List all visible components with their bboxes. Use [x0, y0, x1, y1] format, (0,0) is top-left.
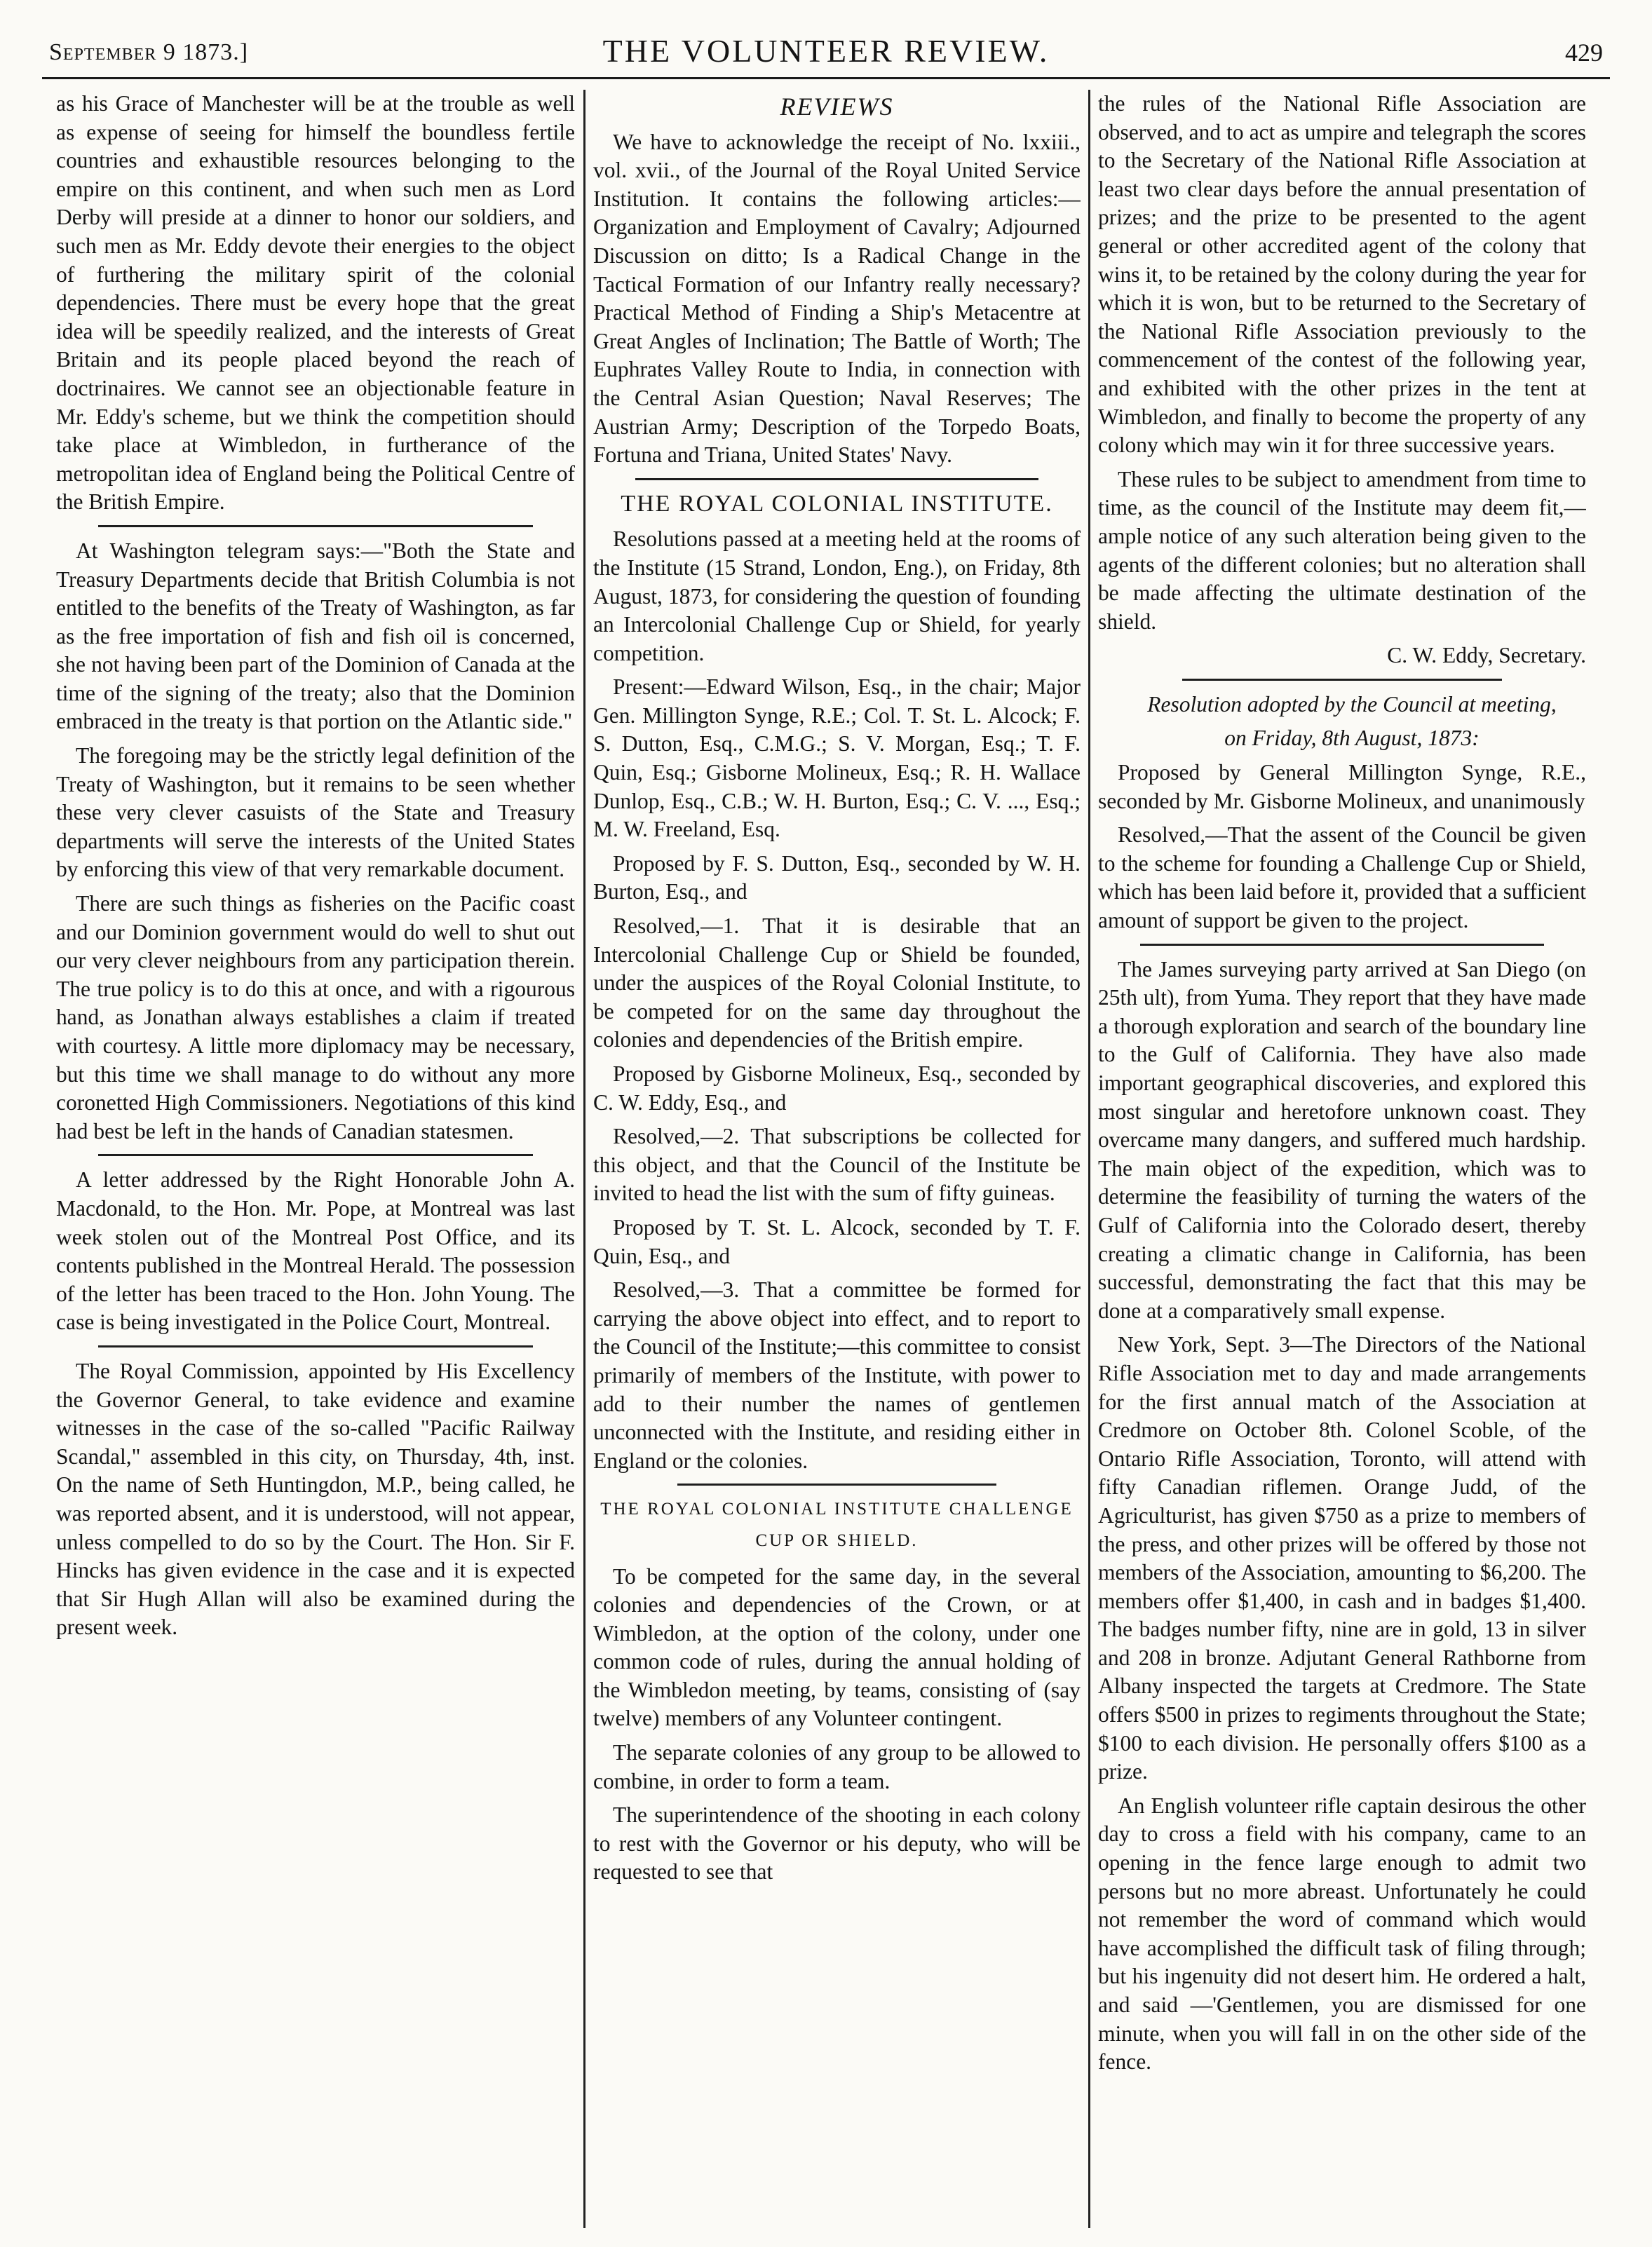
- section-heading-challenge: THE ROYAL COLONIAL INSTITUTE CHALLENGE: [600, 1500, 1074, 1519]
- section-divider: [98, 1345, 533, 1347]
- article-paragraph: Proposed by General Millington Synge, R.E., seconded by Mr. Gisborne Molineux, and unanimously: [1098, 760, 1586, 813]
- section-divider: [98, 525, 533, 527]
- article-paragraph: An English volunteer rifle captain desirous the other day to cross a field with his company, came to an opening in the fence large enough to admit two persons but no more abreast. Unfortunately he could not remember the word of command which would have accomplished the difficult task of filing through; but his ingenuity did not desert him. He ordered a halt, and said —'Gentlemen, you are dismissed for one minute, when you will fall in on the other side of the fence.: [1098, 1793, 1586, 2075]
- article-paragraph: Resolved,—2. That subscriptions be collected for this object, and that the Council of the Institute be invited to head the list with the sum of fifty guineas.: [593, 1124, 1081, 1206]
- article-paragraph: The separate colonies of any group to be allowed to combine, in order to form a team.: [593, 1740, 1081, 1793]
- article-paragraph: Proposed by T. St. L. Alcock, seconded by T. F. Quin, Esq., and: [593, 1214, 1081, 1268]
- page-number: 429: [1565, 39, 1603, 67]
- column-2: [593, 90, 1081, 2228]
- column-3: [1098, 90, 1586, 2228]
- article-paragraph: Present:—Edward Wilson, Esq., in the chair; Major Gen. Millington Synge, R.E.; Col. T. St. L. Alcock; F. S. Dutton, Esq., C.M.G.; S. V. Morgan, Esq.; T. F. Quin, Esq.; Gisborne Molineux, Esq.; R. H. Wallace Dunlop, Esq., C.B.; W. H. Burton, Esq.; C. V. ..., Esq.; M. W. Freeland, Esq.: [593, 674, 1081, 842]
- section-divider: [1182, 679, 1502, 681]
- column-divider: [583, 90, 585, 2228]
- article-paragraph: There are such things as fisheries on the Pacific coast and our Dominion government would do well to shut out our very clever neighbours from any participation therein. The true policy is to do this at once, and with a rigourous hand, as Jonathan always establishes a claim if treated with courtesy. A little more diplomacy may be necessary, but this time we shall manage to do without any more coronetted High Commissioners. Negotiations of this kind had best be left in the hands of Canadian statesmen.: [56, 891, 575, 1143]
- publication-title: THE VOLUNTEER REVIEW.: [602, 33, 1050, 69]
- column-divider: [1088, 90, 1090, 2228]
- article-paragraph: These rules to be subject to amendment from time to time, as the council of the Institute may deem fit,—ample notice of any such alteration being given to the agents of the different colonies; but no alteration shall be made affecting the ultimate destination of the shield.: [1098, 466, 1586, 634]
- article-paragraph: At Washington telegram says:—"Both the State and Treasury Departments decide that British Columbia is not entitled to the benefits of the Treaty of Washington, as far as the free importation of fish and fish oil is concerned, she not having been part of the Dominion of Canada at the time of the signing of the treaty; also that the Dominion embraced in the treaty is that portion on the Atlantic side.": [56, 538, 575, 734]
- column-1: [56, 90, 575, 2228]
- article-paragraph: The superintendence of the shooting in each colony to rest with the Governor or his deputy, who will be requested to see that: [593, 1803, 1081, 1885]
- section-divider: [677, 1484, 996, 1486]
- article-paragraph: To be competed for the same day, in the several colonies and dependencies of the Crown, or at Wimbledon, at the option of the colony, under one common code of rules, during the annual holding of the Wimbledon meeting, by teams, consisting of (say twelve) members of any Volunteer contingent.: [593, 1563, 1081, 1731]
- article-paragraph: Resolved,—That the assent of the Council be given to the scheme for founding a Challenge Cup or Shield, which has been laid before it, provided that a sufficient amount of support be given to the project.: [1098, 822, 1586, 933]
- resolution-heading: Resolution adopted by the Council at meeting,: [1147, 691, 1557, 717]
- section-divider: [98, 1154, 533, 1156]
- resolution-heading-date: on Friday, 8th August, 1873:: [1224, 726, 1480, 751]
- article-paragraph: Resolved,—1. That it is desirable that an Intercolonial Challenge Cup or Shield be founded, under the auspices of the Royal Colonial Institute, to be competed for on the same day throughout the colonies and dependencies of the British empire.: [593, 914, 1081, 1052]
- section-subheading-challenge: CUP OR SHIELD.: [755, 1530, 919, 1550]
- article-paragraph: Resolutions passed at a meeting held at the rooms of the Institute (15 Strand, London, Eng.), on Friday, 8th August, 1873, for considering the question of founding an Intercolonial Challenge Cup or Shield, for yearly competition.: [593, 527, 1081, 665]
- article-paragraph: The James surveying party arrived at San Diego (on 25th ult), from Yuma. They report that they have made a thorough exploration and search of the boundary line to the Gulf of California. They have also made important geographical discoveries, and explored this most singular and heretofore unknown coast. They overcame many dangers, and suffered much hardship. The main object of the expedition, which was to determine the feasibility of turning the waters of the Gulf of California into the Colorado desert, thereby creating a climatic change in California, has been successful, demonstrating the fact that this may be done at a comparatively small expense.: [1098, 956, 1586, 1323]
- masthead: [42, 28, 1610, 79]
- article-paragraph: The Royal Commission, appointed by His Excellency the Governor General, to take evidence and examine witnesses in the case of the so-called "Pacific Railway Scandal," assembled in this city, on Thursday, 4th, inst. On the name of Seth Huntingdon, M.P., being called, he was reported absent, and it is understood, will not appear, unless compelled to do so by the Court. The Hon. Sir F. Hincks has given evidence in the case and it is expected that Sir Hugh Allan will also be examined during the present week.: [56, 1358, 575, 1640]
- article-paragraph: We have to acknowledge the receipt of No. lxxiii., vol. xvii., of the Journal of the Royal United Service Institution. It contains the following articles:—Organization and Employment of Cavalry; Adjourned Discussion on ditto; Is a Radical Change in the Tactical Formation of our Infantry really necessary? Practical Method of Finding a Ship's Metacentre at Great Angles of Inclination; The Battle of Worth; The Euphrates Valley Route to India, in connection with the Central Asian Question; Naval Reserves; The Austrian Army; Description of the Torpedo Boats, Fortuna and Triana, United States' Navy.: [593, 129, 1081, 468]
- article-paragraph: A letter addressed by the Right Honorable John A. Macdonald, to the Hon. Mr. Pope, at Montreal was last week stolen out of the Montreal Post Office, and its contents published in the Montreal Herald. The possession of the letter has been traced to the Hon. John Young. The case is being investigated in the Police Court, Montreal.: [56, 1167, 575, 1335]
- issue-date: September 9 1873.]: [49, 39, 249, 65]
- article-paragraph: the rules of the National Rifle Association are observed, and to act as umpire and telegraph the scores to the Secretary of the National Rifle Association at least two clear days before the annual presentation of prizes; and the prize to be presented to the agent general or other accredited agent of the colony that wins it, to be retained by the colony during the year for which it is won, but to be returned to the Secretary of the National Rifle Association previously to the commencement of the contest of the following year, and exhibited with the other prizes in the tent at Wimbledon, and finally to become the property of any colony which may win it for three successive years.: [1098, 91, 1586, 458]
- section-divider: [1140, 944, 1544, 946]
- article-paragraph: Proposed by Gisborne Molineux, Esq., seconded by C. W. Eddy, Esq., and: [593, 1061, 1081, 1115]
- section-heading-institute: THE ROYAL COLONIAL INSTITUTE.: [621, 490, 1053, 517]
- article-paragraph: The foregoing may be the strictly legal definition of the Treaty of Washington, but it remains to be seen whether these very clever casuists of the State and Treasury departments will serve the interests of the United States by enforcing this view of that very remarkable document.: [56, 743, 575, 882]
- signature: C. W. Eddy, Secretary.: [1387, 643, 1586, 668]
- section-divider: [635, 478, 1038, 480]
- article-paragraph: as his Grace of Manchester will be at the trouble as well as expense of seeing for himself the boundless fertile countries and exhaustible resources belonging to the empire on this continent, and when such men as Lord Derby will preside at a dinner to honor our soldiers, and such men as Mr. Eddy devote their energies to the object of furthering the military spirit of the colonial dependencies. There must be every hope that the great idea will be speedily realized, and the interests of Great Britain and its people placed beyond the reach of doctrinaires. We cannot see an objectionable feature in Mr. Eddy's scheme, but we think the competition should take place at Wimbledon, in furtherance of the metropolitan idea of England being the Political Centre of the British Empire.: [56, 91, 575, 515]
- article-paragraph: Resolved,—3. That a committee be formed for carrying the above object into effect, and to report to the Council of the Institute;—this committee to consist primarily of members of the Institute, with power to add to their number the names of gentlemen unconnected with the Institute, and residing either in England or the colonies.: [593, 1277, 1081, 1473]
- article-paragraph: New York, Sept. 3—The Directors of the National Rifle Association met to day and made arrangements for the first annual match of the Association at Credmore on October 8th. Colonel Scoble, of the Ontario Rifle Association, Toronto, will attend with fifty Canadian riflemen. Orange Judd, of the Agriculturist, has given $750 as a prize to members of the press, and other prizes will be offered by those not members of the Association, amounting to $6,200. The members offer $1,400, in cash and in badges $1,400. The badges number fifty, nine are in gold, 13 in silver and 208 in bronze. Adjutant General Rathborne from Albany inspected the targets at Credmore. The State offers $500 in prizes to regiments throughout the State; $100 to each division. He personally offers $100 as a prize.: [1098, 1332, 1586, 1784]
- section-heading-reviews: REVIEWS: [780, 93, 894, 121]
- article-paragraph: Proposed by F. S. Dutton, Esq., seconded by W. H. Burton, Esq., and: [593, 850, 1081, 904]
